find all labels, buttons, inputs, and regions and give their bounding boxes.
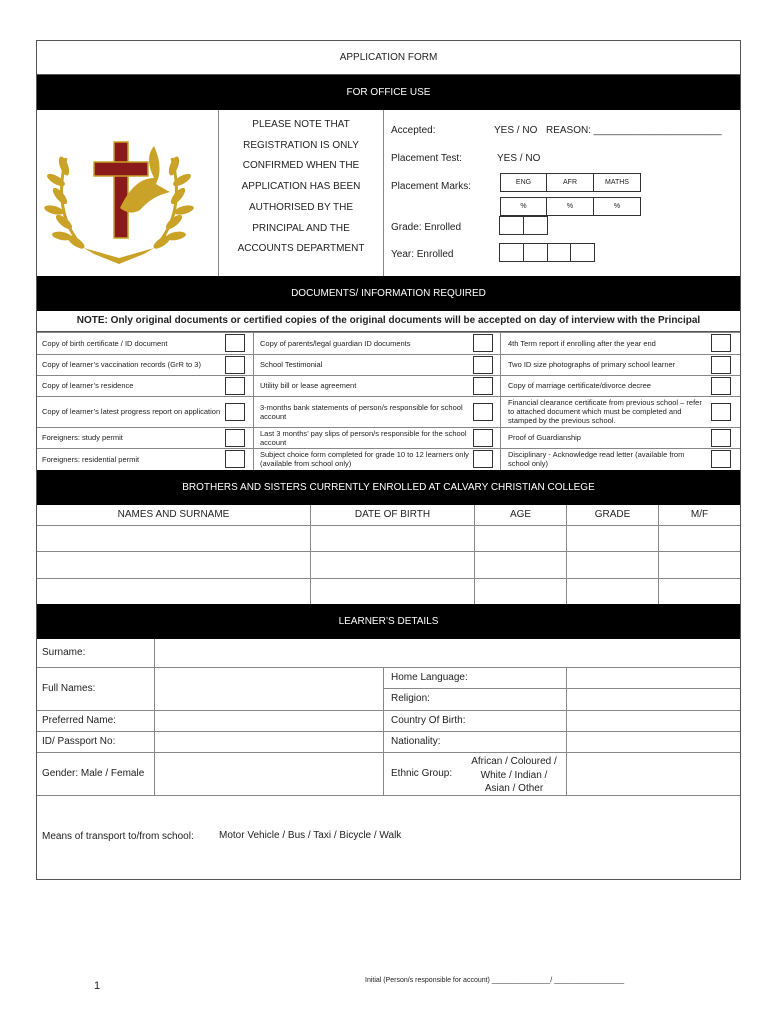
marks-header-eng: ENG: [500, 173, 547, 192]
document-checkbox-middle-1[interactable]: [473, 334, 493, 352]
document-checkbox-left-1[interactable]: [225, 334, 245, 352]
col-dob: DATE OF BIRTH: [354, 509, 431, 520]
transport-options[interactable]: Motor Vehicle / Bus / Taxi / Bicycle / Walk: [219, 830, 402, 841]
col-grade: GRADE: [594, 509, 631, 520]
document-checkbox-middle-5[interactable]: [473, 429, 493, 447]
document-checkbox-left-3[interactable]: [225, 377, 245, 395]
document-checkbox-right-6[interactable]: [711, 450, 731, 468]
document-item-middle-6: Subject choice form completed for grade 10 to 12 learners only (available from school only): [260, 450, 469, 468]
placement-test-value[interactable]: YES / NO: [497, 153, 541, 164]
document-checkbox-middle-2[interactable]: [473, 356, 493, 374]
document-item-left-5: Foreigners: study permit: [42, 433, 123, 442]
siblings-heading: BROTHERS AND SISTERS CURRENTLY ENROLLED AT CALVARY CHRISTIAN COLLEGE: [37, 470, 740, 505]
document-item-right-5: Proof of Guardianship: [508, 433, 581, 442]
document-checkbox-right-2[interactable]: [711, 356, 731, 374]
initial-line[interactable]: Initial (Person/s responsible for account) _______________/ __________________: [365, 977, 625, 984]
reason-field[interactable]: REASON: _______________________: [546, 125, 722, 136]
religion-label: Religion:: [391, 693, 430, 704]
col-mf: M/F: [690, 509, 709, 520]
document-item-right-1: 4th Term report if enrolling after the year end: [508, 338, 656, 348]
cross-dove-laurel-icon: [44, 118, 194, 268]
document-checkbox-right-3[interactable]: [711, 377, 731, 395]
ethnic-options[interactable]: African / Coloured / White / Indian / Asian / Other: [471, 756, 557, 794]
surname-label: Surname:: [42, 647, 86, 658]
year-digit-1[interactable]: [499, 243, 524, 262]
grade-digit-2[interactable]: [523, 216, 548, 235]
document-item-left-1: Copy of birth certificate / ID document: [42, 338, 168, 348]
ethnic-group-field[interactable]: [567, 753, 740, 795]
gender-label[interactable]: Gender: Male / Female: [42, 768, 145, 779]
document-checkbox-left-6[interactable]: [225, 450, 245, 468]
accepted-value[interactable]: YES / NO: [494, 125, 538, 136]
document-item-left-4: Copy of learner’s latest progress report on application: [42, 407, 221, 416]
grade-digit-1[interactable]: [499, 216, 524, 235]
document-checkbox-middle-6[interactable]: [473, 450, 493, 468]
nationality-label: Nationality:: [391, 736, 441, 747]
document-item-left-6: Foreigners: residential permit: [42, 454, 140, 464]
full-names-field[interactable]: [155, 668, 383, 710]
ethnic-group-label: Ethnic Group:: [391, 768, 453, 779]
year-digit-2[interactable]: [523, 243, 548, 262]
col-names: NAMES AND SURNAME: [117, 509, 230, 520]
placement-marks-label: Placement Marks:: [391, 181, 472, 192]
office-use-heading: FOR OFFICE USE: [37, 75, 740, 110]
home-language-field[interactable]: [567, 668, 740, 688]
document-item-left-2: Copy of learner’s vaccination records (GrR to 3): [42, 360, 201, 369]
document-item-right-6: Disciplinary - Acknowledge read letter (available from school only): [508, 450, 685, 468]
document-checkbox-left-5[interactable]: [225, 429, 245, 447]
full-names-label: Full Names:: [42, 683, 96, 694]
year-digit-3[interactable]: [547, 243, 571, 262]
country-of-birth-label: Country Of Birth:: [391, 715, 466, 726]
marks-maths-field[interactable]: %: [593, 197, 641, 216]
home-language-label: Home Language:: [391, 672, 468, 683]
document-item-middle-5: Last 3 months’ pay slips of person/s responsible for the school account: [260, 428, 467, 447]
surname-field[interactable]: [155, 640, 740, 667]
documents-heading: DOCUMENTS/ INFORMATION REQUIRED: [37, 276, 740, 311]
placement-test-label: Placement Test:: [391, 153, 462, 164]
document-item-right-3: Copy of marriage certificate/divorce decree: [508, 381, 651, 390]
document-item-middle-2: School Testimonial: [260, 360, 323, 369]
document-item-left-3: Copy of learner’s residence: [42, 381, 134, 390]
id-passport-field[interactable]: [155, 732, 383, 752]
sibling-row-2-name[interactable]: [37, 552, 310, 578]
document-checkbox-left-2[interactable]: [225, 356, 245, 374]
col-age: AGE: [509, 509, 532, 520]
preferred-name-field[interactable]: [155, 711, 383, 731]
preferred-name-label: Preferred Name:: [42, 715, 116, 726]
document-item-right-4: Financial clearance certificate from previous school – refer to attached document which must be completed and stamped by the previous school.: [508, 398, 702, 425]
registration-note: PLEASE NOTE THAT REGISTRATION IS ONLY CONFIRMED WHEN THE APPLICATION HAS BEEN AUTHORISED BY THE PRINCIPAL AND THE ACCOUNTS DEPARTMENT: [237, 119, 365, 255]
marks-header-maths: MATHS: [593, 173, 641, 192]
marks-header-afr: AFR: [546, 173, 594, 192]
transport-label: Means of transport to/from school:: [42, 831, 194, 842]
document-checkbox-right-5[interactable]: [711, 429, 731, 447]
year-enrolled-label: Year: Enrolled: [391, 249, 454, 260]
documents-note: NOTE: Only original documents or certified copies of the original documents will be accepted on day of interview with the Principal: [76, 315, 701, 326]
marks-afr-field[interactable]: %: [546, 197, 594, 216]
page-number: 1: [94, 980, 101, 992]
document-checkbox-left-4[interactable]: [225, 403, 245, 421]
document-item-middle-4: 3-months bank statements of person/s responsible for school account: [260, 402, 463, 421]
school-logo: [44, 118, 194, 268]
sibling-row-1-name[interactable]: [37, 526, 310, 551]
document-item-middle-1: Copy of parents/legal guardian ID documents: [260, 338, 411, 348]
grade-enrolled-label: Grade: Enrolled: [391, 222, 462, 233]
country-of-birth-field[interactable]: [567, 711, 740, 731]
religion-field[interactable]: [567, 689, 740, 710]
learner-heading: LEARNER’S DETAILS: [37, 604, 740, 639]
year-digit-4[interactable]: [570, 243, 595, 262]
id-passport-label: ID/ Passport No:: [42, 736, 116, 747]
marks-eng-field[interactable]: %: [500, 197, 547, 216]
document-checkbox-middle-4[interactable]: [473, 403, 493, 421]
form-title: APPLICATION FORM: [339, 52, 438, 63]
sibling-row-3-name[interactable]: [37, 579, 310, 604]
document-checkbox-middle-3[interactable]: [473, 377, 493, 395]
accepted-label: Accepted:: [391, 125, 436, 136]
document-checkbox-right-4[interactable]: [711, 403, 731, 421]
nationality-field[interactable]: [567, 732, 740, 752]
document-item-right-2: Two ID size photographs of primary school learner: [508, 360, 676, 369]
document-item-middle-3: Utility bill or lease agreement: [260, 381, 357, 390]
document-checkbox-right-1[interactable]: [711, 334, 731, 352]
